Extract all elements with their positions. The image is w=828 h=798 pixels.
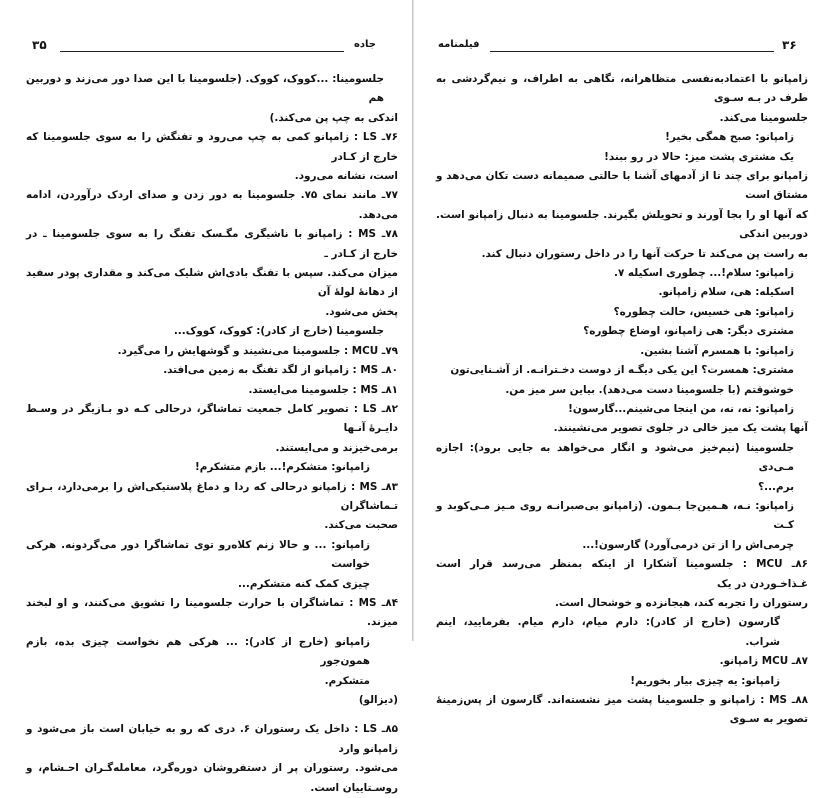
text-line: ۸۸ـ MS : زامپانو و جلسومینا پشت میز نشسته‌اند. گارسون از پس‌زمینهٔ تصویر به سـوی — [436, 694, 808, 726]
text-line: ۸۳ـ MS : زامپانو درحالی که ردا و دماغ پلاستیکی‌اش را برمی‌دارد، بـرای تـماشاگران — [26, 480, 398, 512]
text-line: زامپانو: صبح همگی بخیر! — [665, 131, 794, 144]
text-line: جلسومینا (خارج از کادر): کووک، کووک... — [173, 325, 384, 338]
text-line: پخش می‌شود. — [325, 305, 398, 318]
text-line: ۷۷ـ مانند نمای ۷۵. جلسومینا به دور زدن و صدای اردک درآوردن، ادامه می‌دهد. — [26, 189, 398, 221]
text-line: زامپانو: سلام!... چطوری اسکیله ۷. — [614, 267, 794, 280]
text-line: زامپانو: هی خسیس، حالت چطوره؟ — [613, 305, 794, 318]
text-line: خوشوقتم (با جلسومینا دست می‌دهد). بیاین سر میز من. — [505, 383, 794, 396]
text-line: میزان می‌کند. سپس با تفنگ بادی‌اش شلیک می‌کند و مقداری پودر سفید از دهانهٔ لولهٔ آن — [26, 267, 398, 299]
right-page — [436, 0, 808, 726]
text-line: ۸۴ـ MS : تماشاگران با حرارت جلسومینا را تشویق می‌کنند، و او لبخند میزند. — [26, 596, 398, 629]
text-line: مشتری دیگر: هی زامپانو، اوضاع چطوره؟ — [583, 325, 794, 338]
text-line: چیزی کمک کنه متشکرم... — [237, 577, 370, 590]
text-line: زامپانو (خارج از کادر): ... هرکی هم نخواست چیزی بده، بازم همون‌جور — [26, 635, 370, 668]
text-line: ۷۶ـ LS : زامپانو کمی به چپ می‌رود و تفنگش را به سوی جلسومینا که خارج از کـادر — [26, 131, 398, 163]
page-number: ۳۶ — [782, 38, 797, 52]
text-line: زامپانو: نه، نه، من اینجا می‌شینم...گارسون! — [568, 402, 794, 415]
text-line: مشتری: همسرت؟ این یکی دیگـه از دوست دخـترانـه. از آشـنایی‌تون — [450, 364, 794, 377]
text-line: اندکی به چپ پن می‌کند.) — [269, 111, 398, 124]
text-line: ۸۲ـ LS : تصویر کامل جمعیت تماشاگر، درحالی کـه دو بـازیگر در وسـط دایـرهٔ آنـها — [26, 402, 398, 435]
text-line: اسکیله: هی، سلام زامپانو. — [658, 286, 794, 299]
text-line: گارسون (خارج از کادر): دارم میام، دارم میام. بفرمایید، اینم شراب. — [436, 616, 780, 648]
text-line: ۸۷ـ MCU زامپانو. — [719, 655, 808, 668]
left-page — [26, 0, 399, 794]
text-line: ۷۸ـ MS : زامپانو با ناشیگری مگـسک تفنگ را به سوی جلسومینا ـ در خارج از کـادر ـ — [26, 228, 399, 260]
book-gutter — [412, 0, 414, 641]
text-line: یک مشتری پشت میز: حالا در رو ببند! — [604, 150, 794, 163]
text-line: زامپانو برای چند تا از آدمهای آشنا با حالتی صمیمانه دست تکان می‌دهد و مشتاق است — [436, 170, 808, 202]
text-line: برم...؟ — [758, 480, 794, 493]
text-line: آنها پشت یک میز خالی در جلوی تصویر می‌نشینند. — [553, 422, 808, 435]
text-line: رستوران را تجربه کند، هیجانزده و خوشحال است. — [554, 596, 808, 609]
text-line: (دیزالو) — [358, 694, 398, 706]
text-line: چرمی‌اش را از تن درمی‌آورد) گارسون!... — [582, 538, 794, 551]
running-title: جاده — [354, 39, 376, 50]
text-line: جلسومینا: ...کووک، کووک. (جلسومینا با این صدا دور می‌زند و دوربین هم — [26, 73, 384, 105]
text-line: ۷۹ـ MCU : جلسومینا می‌نشیند و گوشهایش را می‌گیرد. — [117, 344, 398, 357]
text-line: زامپانو: با همسرم آشنا بشین. — [640, 344, 794, 357]
left-page-text — [26, 70, 398, 798]
text-line: صحبت می‌کند. — [324, 519, 398, 532]
text-line: ۸۵ـ LS : داخل یک رستوران ۶. دری که رو به خیابان است باز می‌شود و زامپانو وارد — [26, 723, 399, 755]
text-line: ۸۰ـ MS : زامپانو از لگد تفنگ به زمین می‌افتد. — [163, 364, 398, 377]
text-line: است، نشانه می‌رود. — [294, 170, 398, 183]
text-line: متشکرم. — [324, 674, 370, 687]
running-title: فیلمنامه — [438, 39, 480, 50]
text-line: می‌شود. رستوران پر از دستفروشان دوره‌گرد، معامله‌گـران احـشام، و روسـتاییان است. — [26, 762, 398, 794]
text-line: زامپانو: ... و حالا زنم کلاه‌رو توی تماشاگرا دور می‌گردونه. هرکی خواست — [26, 538, 370, 571]
text-line: ۸۶ـ MCU : جلسومینا آشکارا از اینکه بمنظر می‌رسد قرار است غـذاخـوردن در یک — [436, 558, 808, 590]
text-line: جلسومینا (نیم‌خیز می‌شود و انگار می‌خواهد به جایی برود): اجازه مـی‌دی — [436, 441, 794, 474]
text-line: به راست پن می‌کند تا حرکت آنها را در داخل رستوران دنبال کند. — [481, 247, 808, 260]
header-rule — [60, 51, 344, 52]
text-line: برمی‌خیزند و می‌ایستند. — [275, 441, 398, 454]
header-rule — [490, 51, 774, 52]
text-line — [26, 710, 398, 720]
left-page-header — [26, 38, 398, 56]
text-line: زامپانو با اعتمادبه‌نفسی متظاهرانه، نگاهی به اطراف، و نیم‌گردشی به طرف در بـه سـوی — [436, 73, 808, 105]
right-page-text — [436, 70, 808, 730]
text-line: جلسومینا می‌کند. — [719, 111, 808, 124]
text-line: زامپانو: نـه، هـمین‌جا بـمون. (زامپانو بی‌صبرانـه روی مـیز مـی‌کوبد و کـت — [436, 499, 794, 532]
page-number: ۳۵ — [32, 38, 47, 52]
text-line: زامپانو: متشکرم!... بازم متشکرم! — [194, 461, 370, 474]
text-line: زامپانو: یه چیزی بیار بخوریم! — [630, 674, 780, 687]
text-line: که آنها او را بجا آورند و تحویلش بگیرند. جلسومینا به دنبال زامپانو است. دوربین اندکی — [436, 208, 808, 241]
right-page-header — [436, 38, 808, 56]
text-line: ۸۱ـ MS : جلسومینا می‌ایستد. — [248, 383, 398, 396]
